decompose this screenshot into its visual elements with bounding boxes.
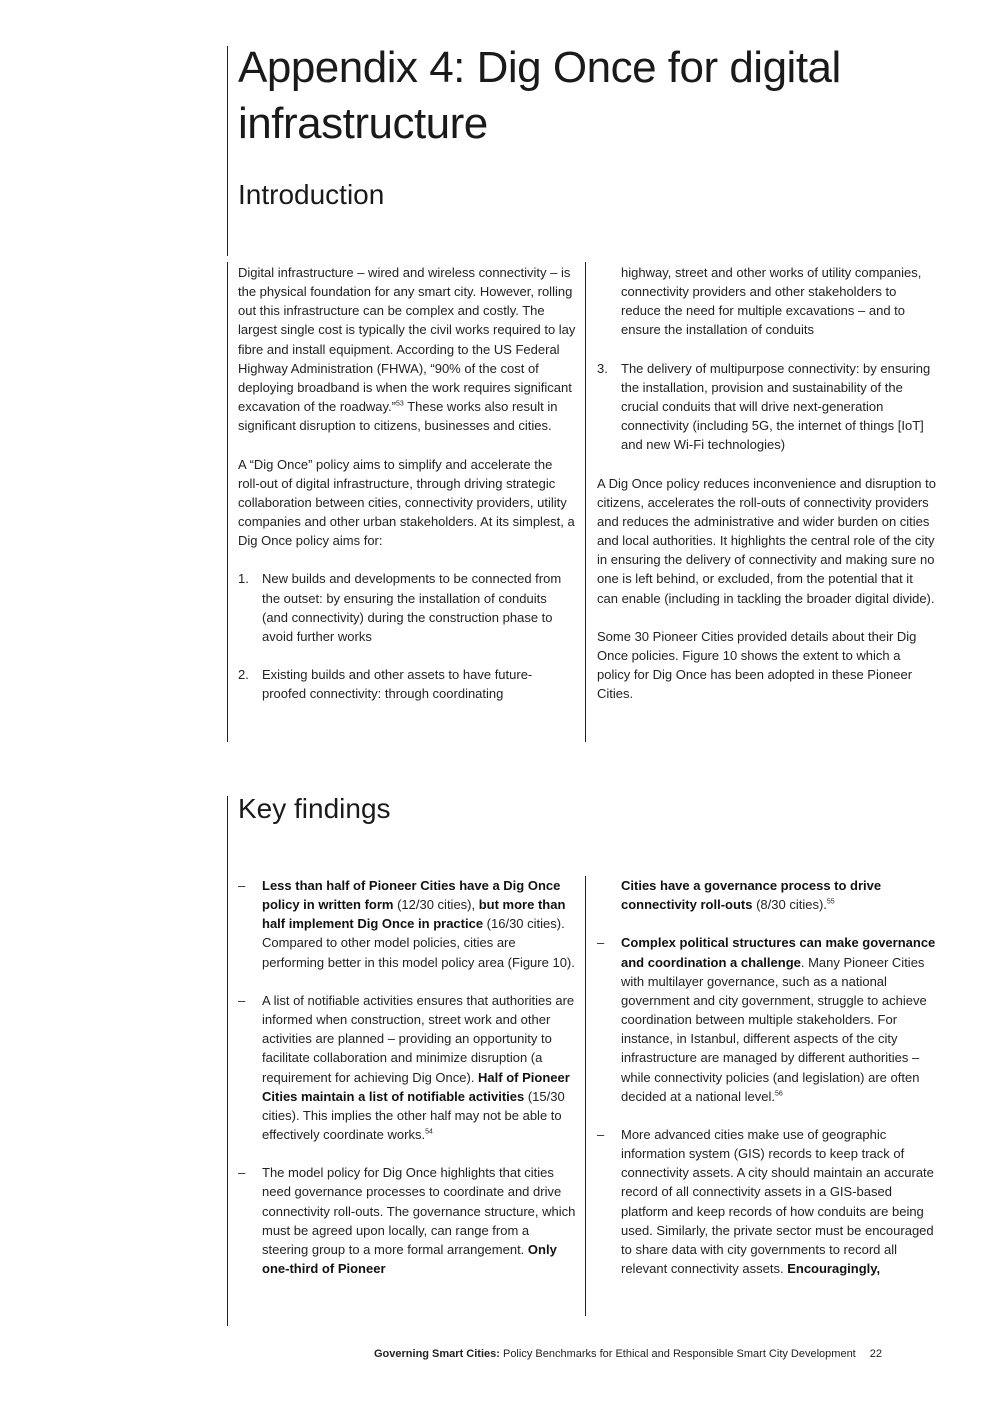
finding-continuation: Cities have a governance process to drive connectivity roll-outs (8/30 cities).$^{55}$ [621, 878, 882, 913]
intro-left-rule [227, 262, 228, 742]
finding-item: – A list of notifiable activities ensures that authorities are informed when construction, street work and other activities are planned – providing an opportunity to facilitate collaboration and minimize disruption (a requirement for achieving Dig Once). Half of Pioneer Cities maintain a list of notifiable activities (15/30 cities). This implies the other half may not be able to effectively coordinate works.$^{54}$ [238, 992, 575, 1143]
list-marker: 1. [238, 571, 249, 587]
page-title: Appendix 4: Dig Once for digital infrastructure [238, 43, 841, 148]
intro-paragraph-2: A “Dig Once” policy aims to simplify and accelerate the roll-out of digital infrastructure, through driving strategic collaboration between cities, connectivity providers, utility companies and other urban stakeholders. At its simplest, a Dig Once policy aims for: [238, 456, 575, 549]
dash-marker: – [597, 935, 605, 951]
footer-publication-title: Governing Smart Cities: [374, 1348, 500, 1360]
footnote-ref: 53 [396, 400, 404, 408]
dash-marker: – [597, 1127, 605, 1142]
findings-column-divider [585, 876, 586, 1316]
findings-left-column [238, 876, 576, 1297]
footer-subtitle: Policy Benchmarks for Ethical and Responsible Smart City Development [499, 1348, 856, 1360]
dash-marker: – [238, 1165, 246, 1181]
findings-left-rule [227, 796, 228, 1326]
list-item-text: The delivery of multipurpose connectivity: by ensuring the installation, provision and sustainability of the crucial conduits that will drive next-generation connectivity (including 5G, the internet of things [IoT] and new Wi-Fi technologies) [621, 360, 931, 453]
intro-left-column [238, 263, 576, 723]
page-number: 22 [869, 1348, 882, 1360]
findings-right-column [597, 876, 937, 1297]
list-item-text: Existing builds and other assets to have future-proofed connectivity: through coordinating [262, 667, 533, 702]
findings-heading: Key findings [238, 793, 391, 824]
list-item [238, 569, 576, 646]
intro-paragraph-4: Some 30 Pioneer Cities provided details about their Dig Once policies. Figure 10 shows the extent to which a policy for Dig Once has been adopted in these Pioneer Cities. [597, 628, 917, 702]
list-item [238, 665, 576, 703]
list-item-continuation: highway, street and other works of utility companies, connectivity providers and other stakeholders to reduce the need for multiple excavations – and to ensure the installation of conduits [621, 265, 922, 338]
page-footer [374, 1347, 934, 1361]
intro-paragraph-3: A Dig Once policy reduces inconvenience and disruption to citizens, accelerates the roll-outs of connectivity providers and reduces the administrative and wider burden on cities and local authorities. It highlights the central role of the city in ensuring the delivery of connectivity and making sure no one is left behind, or excluded, from the potential that it can enable (including in tackling the broader digital divide). [597, 475, 936, 606]
list-item-text: New builds and developments to be connected from the outset: by ensuring the installation of conduits (and connectivity) during the construction phase to avoid further works [262, 571, 562, 644]
list-item [597, 359, 937, 455]
intro-right-column [597, 263, 937, 723]
footnote-ref: 54 [425, 1128, 433, 1136]
intro-heading: Introduction [238, 179, 385, 210]
title-rule [227, 46, 228, 256]
finding-item: – More advanced cities make use of geographic information system (GIS) records to keep track of connectivity assets. A city should maintain an accurate record of all connectivity assets in a GIS-based platform and keep records of how conduits are being used. Similarly, the private sector must be encouraged to share data with city governments to record all relevant connectivity assets. Encouragingly, [597, 1127, 934, 1277]
dash-marker: – [238, 992, 246, 1008]
intro-column-divider [585, 262, 586, 742]
finding-item: – Complex political structures can make governance and coordination a challenge. Many Pioneer Cities with multilayer governance, such as a national government and city government, struggle to achieve coordination between multiple stakeholders. For instance, in Istanbul, different aspects of the city infrastructure are managed by different authorities – while connectivity policies (and legislation) are often decided at a national level.$^{56}$ [597, 935, 936, 1104]
footnote-ref: 55 [826, 898, 835, 906]
intro-paragraph-1: Digital infrastructure – wired and wireless connectivity – is the physical foundation for any smart city. However, rolling out this infrastructure can be complex and costly. The largest single cost is typically the civil works required to lay fibre and install equipment. According to the US Federal Highway Administration (FHWA), “90% of the cost of deploying broadband is when the work requires significant excavation of the roadway.”$^{53}$ These works also result in significant disruption to citizens, businesses and cities. [238, 265, 576, 434]
list-marker: 3. [597, 360, 608, 376]
finding-item: – Less than half of Pioneer Cities have a Dig Once policy in written form (12/30 cities), but more than half implement Dig Once in practice (16/30 cities). Compared to other model policies, cities are performing better in this model policy area (Figure 10). [238, 878, 575, 970]
finding-item: – The model policy for Dig Once highlights that cities need governance processes to coordinate and drive connectivity roll-outs. The governance structure, which must be agreed upon locally, can range from a steering group to a more formal arrangement. Only one-third of Pioneer [238, 1165, 576, 1277]
list-marker: 2. [238, 667, 249, 683]
footnote-ref: 56 [774, 1090, 783, 1098]
dash-marker: – [238, 878, 246, 893]
